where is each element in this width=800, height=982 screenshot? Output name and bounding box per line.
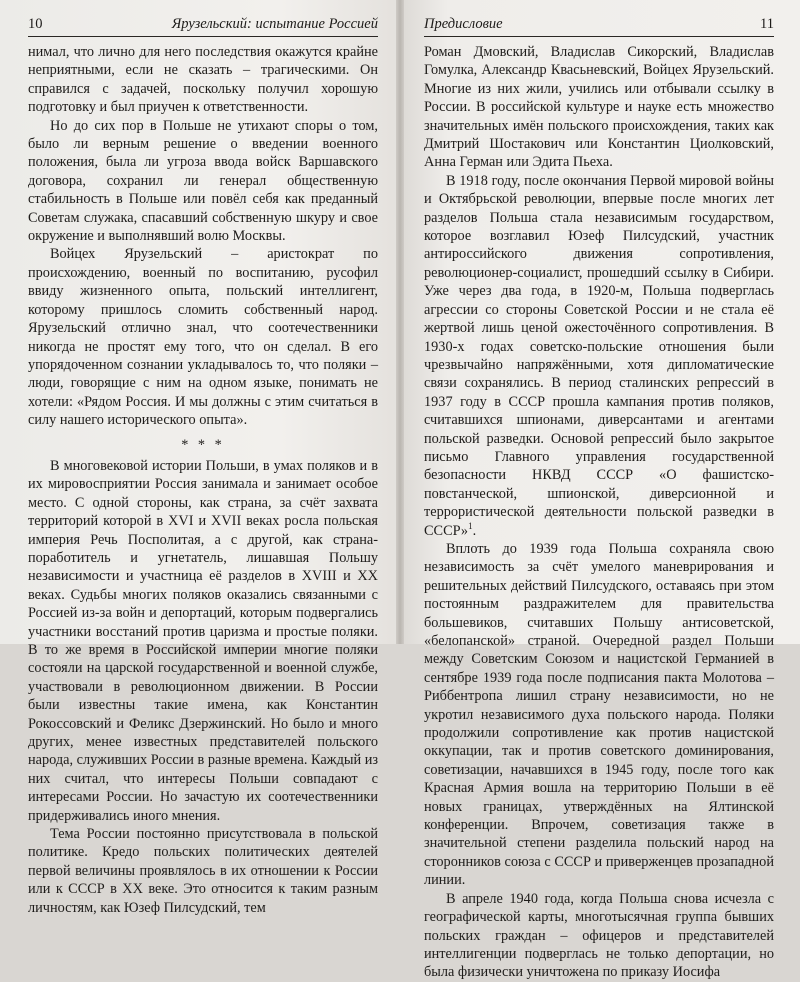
paragraph: Вплоть до 1939 года Польша сохраняла свою независимость за счёт умелого маневрирования и решительных действий Пилсудского, оставаясь при этом постоянным раздражителем для правительства большевиков, считавших Польшу антисоветской, «белопанской» страной. Очередной раздел Польши между Советским Союзом и нацистской Германией в сентябре 1939 года после подписания пакта Молотова – Риббентропа лишил страну независимости, но не укротил независимого духа польского народа. Поляки продолжили сопротивление как против нацистской оккупации, так и против советского доминирования, советизации, начавшихся в 1945 году, после того как Красная Армия вошла на территорию Польши в её новых границах, утверждённых на Ялтинской конференции. Впрочем, советизация также в значительной степени разделила польский народ на сторонников союза с СССР и приверженцев прозападной линии. bbox=[424, 540, 774, 889]
paragraph-text: В 1918 году, после окончания Первой мировой войны и Октябрьской революции, впервые после многих лет разделов Польша стала независимым государством, которое возглавил Юзеф Пилсудский, участник антироссийского движения сопротивления, революционер-социалист, прошедший ссылку в Сибири. Уже через два года, в 1920-м, Польша подверглась агрессии со стороны Советской России и не стала её жертвой лишь ценой ожесточённого сопротивления. В 1930-х годах советско-польские отношения были чрезвычайно напряжёнными, хотя дипломатические связи сохранялись. В период сталинских репрессий в 1937 году в СССР прошла кампания против поляков, считавшихся шпионами, диверсантами и агентами польской разведки. Основой репрессий было закрытое письмо Главного управления государственной безопасности НКВД СССР «О фашистско-повстанческой, шпионской, диверсионной и террористической деятельности польской разведки в СССР» bbox=[424, 172, 774, 539]
right-page bbox=[400, 0, 800, 981]
section-separator: * * * bbox=[181, 436, 225, 453]
paragraph: В апреле 1940 года, когда Польша снова исчезла с географической карты, многотысячная группа бывших польских граждан – офицеров и представителей интеллигенции подверглась не только депортации, но была физически уничтожена по приказу Иосифа bbox=[424, 890, 774, 981]
left-page-header bbox=[28, 16, 378, 37]
running-title: Ярузельский: испытание Россией bbox=[171, 16, 378, 32]
page-number: 10 bbox=[28, 16, 43, 32]
paragraph: В многовековой истории Польши, в умах поляков и в их мировосприятии Россия занимала и занимает особое место. С одной стороны, как страна, за счёт захвата территорий которой в XVI и XVII веках росла польская империя Речь Посполитая, а с другой, как страна-поработитель и угнетатель, лишавшая Польшу независимости и участница её разделов в XVIII и XX веках. Судьбы многих поляков оказались связанными с Россией из-за войн и депортаций, которым подвергались участники восстаний против царизма и простые поляки. В то же время в Российской империи многие поляки состояли на царской государственной и военной службе, участвовали в революционном движении. В России были известны такие имена, как Константин Рокоссовский и Феликс Дзержинский. Но было и много других, менее известных представителей польского народа, служивших России в разные времена. Каждый из них считал, что интересы Польши совпадают с интересами России. Но зачастую их соотечественники придерживались иного мнения. bbox=[28, 457, 378, 824]
paragraph: В 1918 году, после окончания Первой мировой войны и Октябрьской революции, впервые после многих лет разделов Польша стала независимым государством, которое возглавил Юзеф Пилсудский, участник антироссийского движения сопротивления, революционер-социалист, прошедший ссылку в Сибири. Уже через два года, в 1920-м, Польша подверглась агрессии со стороны Советской России и не стала её жертвой лишь ценой ожесточённого сопротивления. В 1930-х годах советско-польские отношения были чрезвычайно напряжёнными, хотя дипломатические связи сохранялись. В период сталинских репрессий в 1937 году в СССР прошла кампания против поляков, считавшихся шпионами, диверсантами и агентами польской разведки. Основой репрессий было закрытое письмо Главного управления государственной безопасности НКВД СССР «О фашистско-повстанческой, шпионской, диверсионной и террористической деятельности польской разведки в СССР»$^1$. bbox=[424, 172, 774, 539]
paragraph: нимал, что лично для него последствия окажутся крайне неприятными, если не сказать – трагическими. Он справился с задачей, поскольку получил хорошую подготовку и был приучен к ответственности. bbox=[28, 44, 378, 116]
right-page-header bbox=[424, 16, 774, 37]
left-page-text bbox=[28, 43, 378, 917]
paragraph: Роман Дмовский, Владислав Сикорский, Владислав Гомулка, Александр Квасьневский, Войцех Ярузельский. Многие из них жили, учились или отбывали ссылку в России. В российской культуре и науке есть множество значительных имён польского происхождения, таких как Дмитрий Шостакович или Константин Циолковский, Анна Герман или Эдита Пьеха. bbox=[424, 44, 774, 171]
right-page-text bbox=[424, 43, 774, 982]
footnote-marker: 1 bbox=[468, 520, 473, 531]
paragraph: Тема России постоянно присутствовала в польской политике. Кредо польских политических деятелей первой величины проявлялось в их отношении к России или к СССР в XX веке. Это относится к таким разным личностям, как Юзеф Пилсудский, тем bbox=[28, 826, 378, 916]
running-title: Предисловие bbox=[424, 16, 503, 32]
page-number: 11 bbox=[760, 16, 774, 32]
paragraph: Войцех Ярузельский – аристократ по происхождению, военный по воспитанию, русофил ввиду жизненного опыта, польский интеллигент, которому пришлось сломить собственный народ. Ярузельский отлично знал, что соотечественники никогда не простят ему того, что он сделал. В его упорядоченном сознании укладывалось то, что поляки – люди, говорящие с ним на одном языке, понимать не хотели: «Рядом Россия. И мы должны с этим считаться в силу нашего исторического опыта». bbox=[28, 246, 378, 429]
paragraph: Но до сих пор в Польше не утихают споры о том, было ли верным решение о введении военного положения, была ли угроза ввода войск Варшавского договора, сохранил ли генерал общественную стабильность в Польше или повёл себя как преданный Советам служака, спасавший собственную шкуру и свое окружение и выполнявший волю Москвы. bbox=[28, 117, 378, 245]
book-gutter bbox=[396, 0, 404, 644]
left-page bbox=[0, 0, 400, 916]
